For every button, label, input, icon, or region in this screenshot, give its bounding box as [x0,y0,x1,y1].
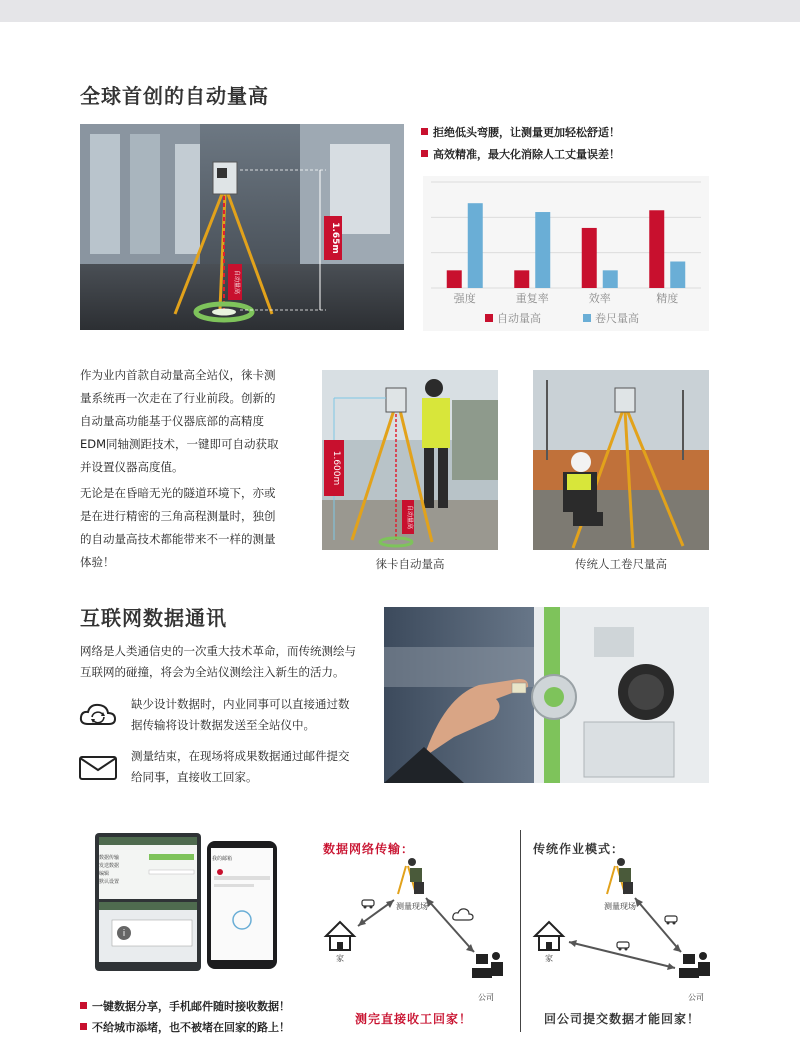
traditional-measure-photo [533,370,709,550]
chart-bar [468,203,483,288]
bullet-item: 高效精准，最大化消除人工丈量误差！ [421,146,620,162]
auto-height-photo [80,124,404,330]
traditional-diagram [525,856,715,1006]
cloud-sync-icon [78,700,118,730]
cloud-sync-icon [453,909,473,920]
node-label-office: 公司 [478,993,494,1002]
intro-paragraph-1: 作为业内首款自动量高全站仪，徕卡测 量系统再一次走在了行业前段。创新的 自动量高功能基于仪器底部的高精度 EDM同轴测距技术，一键即可自动获取 并设置仪器高度值。 [80,368,279,474]
photo1-height: 1.65m [330,222,340,254]
tablet-menu: 数据传输 发送数据 编辑 默认设置 [99,855,120,885]
surveyor-icon [398,858,424,894]
surveyor-icon [607,858,633,894]
bullet-item: 一键数据分享，手机邮件随时接收数据！ [80,998,290,1014]
caption-leica-auto-height: 徕卡自动量高 [375,557,445,571]
comparison-chart [423,176,709,331]
chart-bar [514,270,529,288]
data-transfer-item: 缺少设计数据时，内业同事可以直接通过数 据传输将设计数据发送至全站仪中。 [131,697,350,732]
traditional-mode-caption: 回公司提交数据才能回家！ [544,1012,701,1026]
chart-bar [582,228,597,288]
chart-legend-swatch [583,314,591,322]
instrument-closeup-photo [384,607,709,783]
chart-bar [447,270,462,288]
network-mode-title: 数据网络传输： [323,842,415,856]
bullet-item: 拒绝低头弯腰，让测量更加轻松舒适！ [421,124,620,140]
bullet-item: 不给城市添堵，也不被堵在回家的路上！ [80,1019,290,1035]
chart-tick-label: 强度 [453,292,476,305]
chart-tick-label: 重复率 [515,292,549,305]
top-band [0,0,800,22]
chart-bar [535,212,550,288]
intro-paragraph-2: 无论是在昏暗无光的隧道环境下，亦或 是在进行精密的三角高程测量时，独创 的自动量高技术都能带来不一样的测量 体验！ [80,486,276,569]
photo1-tag: 自动量高 [233,269,240,295]
mail-icon [78,755,118,781]
caption-traditional-measure: 传统人工卷尺量高 [575,557,667,571]
chart-tick-label: 效率 [588,292,611,305]
chart-tick-label: 精度 [656,292,679,305]
node-label-site: 测量现场 [396,902,428,911]
chart-bar [603,270,618,288]
chart-bar [670,262,685,289]
office-icon [472,952,503,978]
home-icon [535,922,563,950]
chart-legend-label: 卷尺量高 [595,312,639,325]
tablet-device [94,832,202,972]
traditional-mode-title: 传统作业模式： [533,842,625,856]
email-submit-item: 测量结束，在现场将成果数据通过邮件提交 给同事，直接收工回家。 [131,749,350,784]
internet-intro-paragraph: 网络是人类通信史的一次重大技术革命，而传统测绘与 互联网的碰撞，将会为全站仪测绘注入新生的活力。 [80,644,356,679]
home-icon [326,922,354,950]
section-title-auto-height: 全球首创的自动量高 [80,84,269,108]
photo2-height: 1.600m [331,450,341,486]
office-icon [679,952,710,978]
phone-title: 我的邮箱 [212,856,233,862]
divider [520,830,521,1032]
car-icon [362,900,374,909]
chart-legend-swatch [485,314,493,322]
chart-legend-label: 自动量高 [497,312,541,325]
svg-text:i: i [122,929,126,939]
network-diagram [316,856,512,1006]
node-label-home: 家 [336,954,344,963]
leica-auto-height-photo [322,370,498,550]
comparison-chart-svg [423,176,709,331]
node-label-home: 家 [545,954,553,963]
node-label-office: 公司 [688,993,704,1002]
photo2-tag: 自动量高 [406,504,413,530]
section-title-internet-data: 互联网数据通讯 [80,606,227,630]
car-icon [617,942,629,951]
chart-bar [649,210,664,288]
car-icon [665,916,677,925]
network-mode-caption: 测完直接收工回家！ [355,1012,473,1026]
node-label-site: 测量现场 [604,902,636,911]
